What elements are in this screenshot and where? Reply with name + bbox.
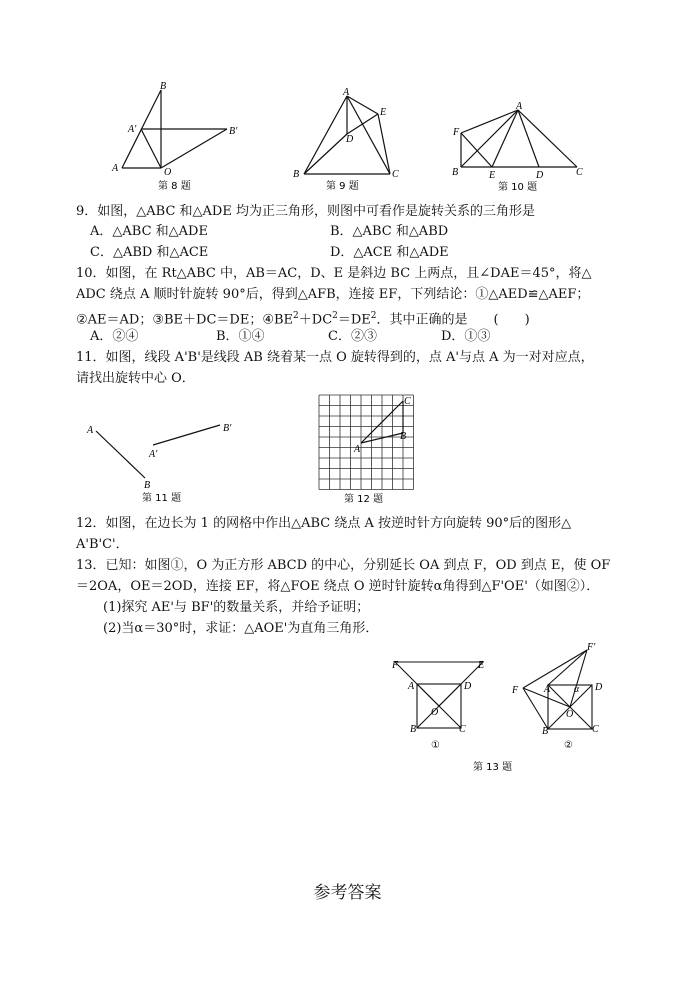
fig8-label-A-prime: A′ [128, 124, 137, 135]
figure-12 [312, 393, 422, 508]
fig13-1-label-E: E [478, 660, 485, 671]
q10-sup3: 2 [370, 311, 377, 321]
q13-part1: (1)探究 AE'与 BF'的数量关系，并给予证明； [103, 600, 370, 615]
fig8-label-O: O [164, 167, 172, 178]
figure-9 [290, 88, 410, 193]
q10-line1: 10．如图，在 Rt△ABC 中，AB＝AC，D、E 是斜边 BC 上两点，且∠DAE＝45°，将△ [76, 266, 592, 281]
q10-line3-b: ＋DC [298, 312, 333, 328]
q12-line1: 12．如图，在边长为 1 的网格中作出△ABC 绕点 A 按逆时针方向旋转 90°后的图形△ [76, 516, 572, 531]
fig13-2-line-A-F-prime [548, 650, 587, 685]
fig11-label-B: B [144, 480, 151, 491]
q10-line3-a: ②AE＝AD；③BE＋DC＝DE；④BE [76, 312, 294, 328]
q9-option-D: D．△ACE 和△ADE [330, 245, 449, 260]
fig13-1-label-B: B [410, 724, 417, 735]
figure-8 [110, 80, 260, 195]
fig12-label-B: B [400, 431, 407, 442]
fig13-sub2: ② [564, 740, 573, 751]
fig13-2-label-O: O [566, 709, 574, 720]
q10-option-C: C．②③ [328, 329, 377, 344]
fig10-label-E: E [489, 170, 496, 181]
fig13-sub1: ① [431, 740, 440, 751]
fig12-label-C: C [404, 396, 411, 407]
fig12-label-A: A [354, 444, 361, 455]
fig13-1-label-C: C [459, 724, 466, 735]
fig10-label-F: F [453, 127, 460, 138]
fig9-label-D: D [346, 134, 354, 145]
fig10-label-D: D [536, 170, 544, 181]
fig8-caption: 第 8 题 [158, 181, 191, 192]
fig11-segment-A-prime-B-prime [153, 425, 220, 445]
fig9-label-A: A [343, 87, 350, 98]
answer-title: 参考答案 [313, 883, 382, 903]
fig13-caption: 第 13 题 [473, 762, 513, 773]
q12-line2: A'B'C'． [76, 537, 129, 552]
fig8-line [141, 129, 161, 168]
fig13-1-label-D: D [464, 681, 472, 692]
q9-option-C: C．△ABD 和△ACE [90, 245, 209, 260]
fig13-1-label-O: O [431, 707, 439, 718]
q10-option-D: D．①③ [441, 329, 491, 344]
fig13-1-label-A: A [408, 681, 415, 692]
fig13-2-label-A: A [544, 684, 551, 695]
fig10-caption: 第 10 题 [498, 182, 538, 193]
figure-10 [450, 100, 590, 195]
fig11-caption: 第 11 题 [142, 493, 182, 504]
q11-line1: 11．如图，线段 A'B'是线段 AB 绕着某一点 O 旋转得到的，点 A'与点 A 为一对对应点， [76, 350, 594, 365]
fig9-label-B: B [293, 169, 300, 180]
q9-stem: 9．如图，△ABC 和△ADE 均为正三角形，则图中可看作是旋转关系的三角形是 [76, 204, 535, 219]
figure-13 [385, 640, 615, 775]
fig9-label-C: C [392, 169, 399, 180]
fig11-label-A-prime: A′ [149, 449, 158, 460]
fig13-1-label-F: F [392, 660, 399, 671]
fig13-2-label-F: F [512, 685, 519, 696]
q10-sup2: 2 [332, 311, 338, 321]
fig13-2-label-F-prime: F′ [587, 642, 596, 653]
fig9-label-E: E [380, 107, 387, 118]
fig13-2-label-B: B [542, 726, 549, 737]
q10-line2: ADC 绕点 A 顺时针旋转 90°后，得到△AFB，连接 EF，下列结论：①△AED≌△AEF； [76, 287, 590, 302]
fig10-line [518, 110, 577, 167]
q10-line3-c: ＝DE [337, 312, 371, 328]
fig10-line [461, 110, 518, 167]
fig13-2-label-alpha: α [574, 684, 580, 695]
figure-11 [85, 415, 245, 505]
fig12-caption: 第 12 题 [344, 494, 384, 505]
fig9-line [304, 134, 347, 174]
fig11-segment-AB [96, 431, 145, 478]
fig8-line [161, 129, 227, 168]
fig8-label-B-prime: B′ [229, 126, 238, 137]
fig13-2-label-C: C [592, 724, 599, 735]
fig11-label-B-prime: B′ [223, 423, 232, 434]
q11-line2: 请找出旋转中心 O． [76, 371, 195, 386]
q9-option-B: B．△ABC 和△ABD [330, 224, 449, 239]
fig10-label-A: A [516, 101, 523, 112]
q10-line3-d: ．其中正确的是 ( ) [376, 312, 530, 328]
q13-line1: 13．已知：如图①，O 为正方形 ABCD 的中心，分别延长 OA 到点 F，OD 到点 E，使 OF [76, 558, 611, 573]
fig10-label-B: B [452, 167, 459, 178]
fig8-label-A: A [112, 163, 119, 174]
fig9-line [347, 114, 378, 134]
fig8-label-B: B [160, 81, 167, 92]
q13-line2: ＝2OA，OE＝2OD，连接 EF，将△FOE 绕点 O 逆时针旋转α角得到△F'OE'（如图②）． [76, 579, 600, 594]
q10-line3 [76, 308, 530, 328]
fig9-caption: 第 9 题 [326, 181, 359, 192]
fig10-label-C: C [576, 167, 583, 178]
q10-option-B: B．①④ [216, 329, 265, 344]
q9-option-A: A．△ABC 和△ADE [90, 224, 208, 239]
fig9-line [378, 114, 390, 174]
q13-part2: (2)当α＝30°时，求证：△AOE'为直角三角形． [103, 621, 379, 636]
fig13-2-label-D: D [595, 682, 603, 693]
q10-sup1: 2 [293, 311, 299, 321]
q10-option-A: A．②④ [90, 329, 139, 344]
fig10-line [518, 110, 539, 167]
fig11-label-A: A [87, 425, 94, 436]
fig9-line [304, 96, 347, 174]
